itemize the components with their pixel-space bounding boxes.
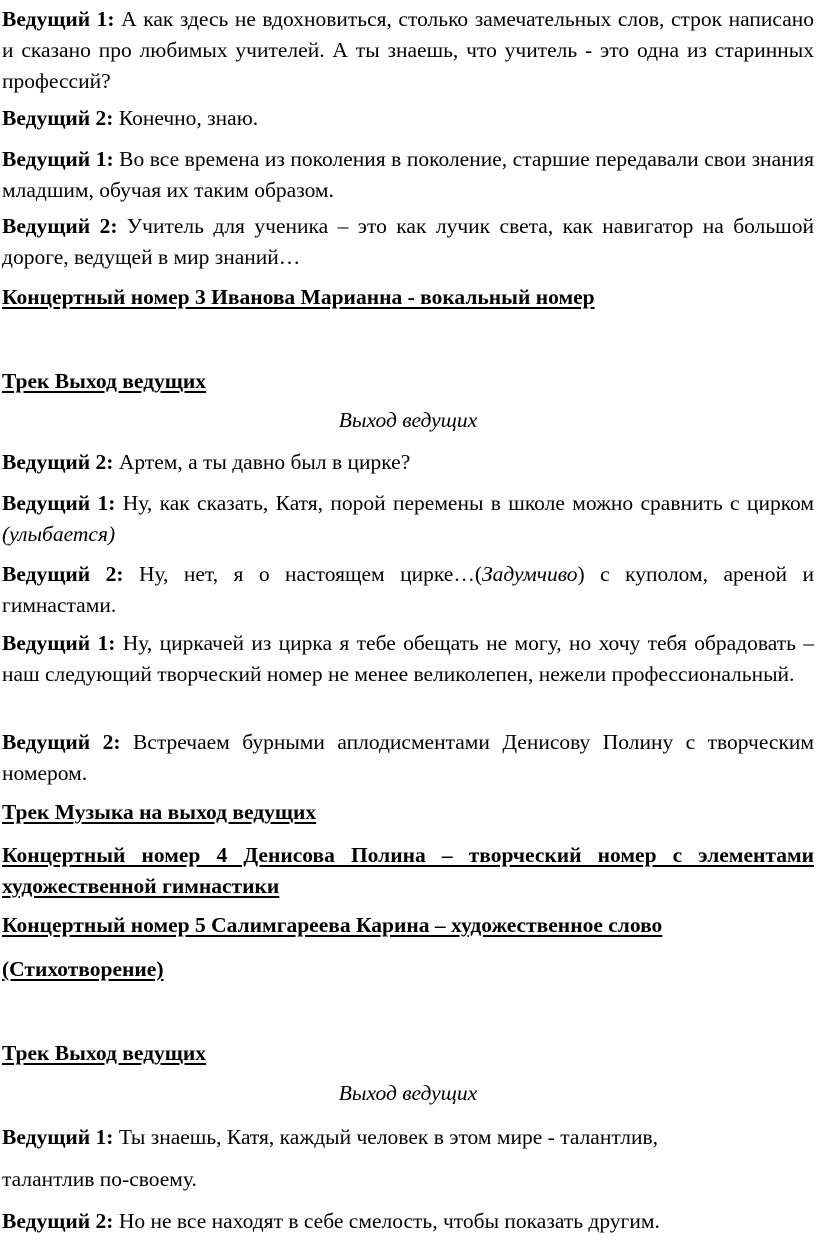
dialogue-text-after: ) с куполом, ареной и гимнастами. xyxy=(2,562,814,617)
dialogue-text: Ну, как сказать, Катя, порой перемены в школе можно сравнить с цирком xyxy=(115,491,814,515)
dialogue-line xyxy=(2,488,814,550)
track-heading: Трек Музыка на выход ведущих xyxy=(2,800,317,824)
dialogue-text: Но не все находят в себе смелость, чтобы показать другим. xyxy=(113,1209,660,1233)
speaker-label: Ведущий 2: xyxy=(2,730,121,754)
stage-remark: (улыбается) xyxy=(2,522,116,546)
dialogue-text: Встречаем бурными аплодисментами Денисову Полину с творческим номером. xyxy=(2,730,815,785)
dialogue-text: Конечно, знаю. xyxy=(113,106,259,130)
dialogue-line xyxy=(2,628,814,690)
speaker-label: Ведущий 1: xyxy=(2,7,115,31)
stage-direction: Выход ведущих xyxy=(338,1081,478,1105)
speaker-label: Ведущий 1: xyxy=(2,631,116,655)
speaker-label: Ведущий 2: xyxy=(2,450,114,474)
stage-direction: Выход ведущих xyxy=(338,408,478,432)
speaker-label: Ведущий 2: xyxy=(2,214,118,238)
concert-number-subheading: (Стихотворение) xyxy=(2,957,164,981)
dialogue-text: Ну, циркачей из цирка я тебе обещать не могу, но хочу тебя обрадовать – наш следующий творческий номер не менее великолепен, нежели профессиональный. xyxy=(2,631,814,686)
concert-number-heading: Концертный номер 4 Денисова Полина – творческий номер с элементами художественной гимнастики xyxy=(2,843,814,898)
dialogue-text: Артем, а ты давно был в цирке? xyxy=(113,450,411,474)
dialogue-line xyxy=(2,727,814,789)
dialogue-line xyxy=(2,103,814,134)
dialogue-line xyxy=(2,447,814,478)
dialogue-text: Ты знаешь, Катя, каждый человек в этом мире - талантлив, xyxy=(113,1125,658,1149)
track-heading: Трек Выход ведущих xyxy=(2,1041,207,1065)
speaker-label: Ведущий 1: xyxy=(2,1125,114,1149)
speaker-label: Ведущий 2: xyxy=(2,562,124,586)
dialogue-line xyxy=(2,211,814,273)
concert-number-heading: Концертный номер 3 Иванова Марианна - вокальный номер xyxy=(2,285,595,309)
concert-number-heading: Концертный номер 5 Салимгареева Карина – художественное слово xyxy=(2,913,663,937)
dialogue-line xyxy=(2,4,814,97)
speaker-label: Ведущий 2: xyxy=(2,106,114,130)
speaker-label: Ведущий 2: xyxy=(2,1209,114,1233)
dialogue-text: А как здесь не вдохновиться, столько замечательных слов, строк написано и сказано про любимых учителей. А ты знаешь, что учитель - это одна из старинных профессий? xyxy=(2,7,815,93)
track-heading: Трек Выход ведущих xyxy=(2,369,207,393)
stage-remark: Задумчиво xyxy=(481,562,578,586)
dialogue-text: Учитель для ученика – это как лучик света, как навигатор на большой дороге, ведущей в мир знаний… xyxy=(2,214,814,269)
dialogue-line xyxy=(2,1122,814,1153)
dialogue-text: Во все времена из поколения в поколение, старшие передавали свои знания младшим, обучая их таким образом. xyxy=(2,147,815,202)
speaker-label: Ведущий 1: xyxy=(2,491,116,515)
speaker-label: Ведущий 1: xyxy=(2,147,114,171)
dialogue-line xyxy=(2,1206,814,1237)
dialogue-text: Ну, нет, я о настоящем цирке…( xyxy=(123,562,482,586)
dialogue-line xyxy=(2,559,814,621)
dialogue-continuation: талантлив по-своему. xyxy=(2,1167,197,1191)
dialogue-line xyxy=(2,144,814,206)
